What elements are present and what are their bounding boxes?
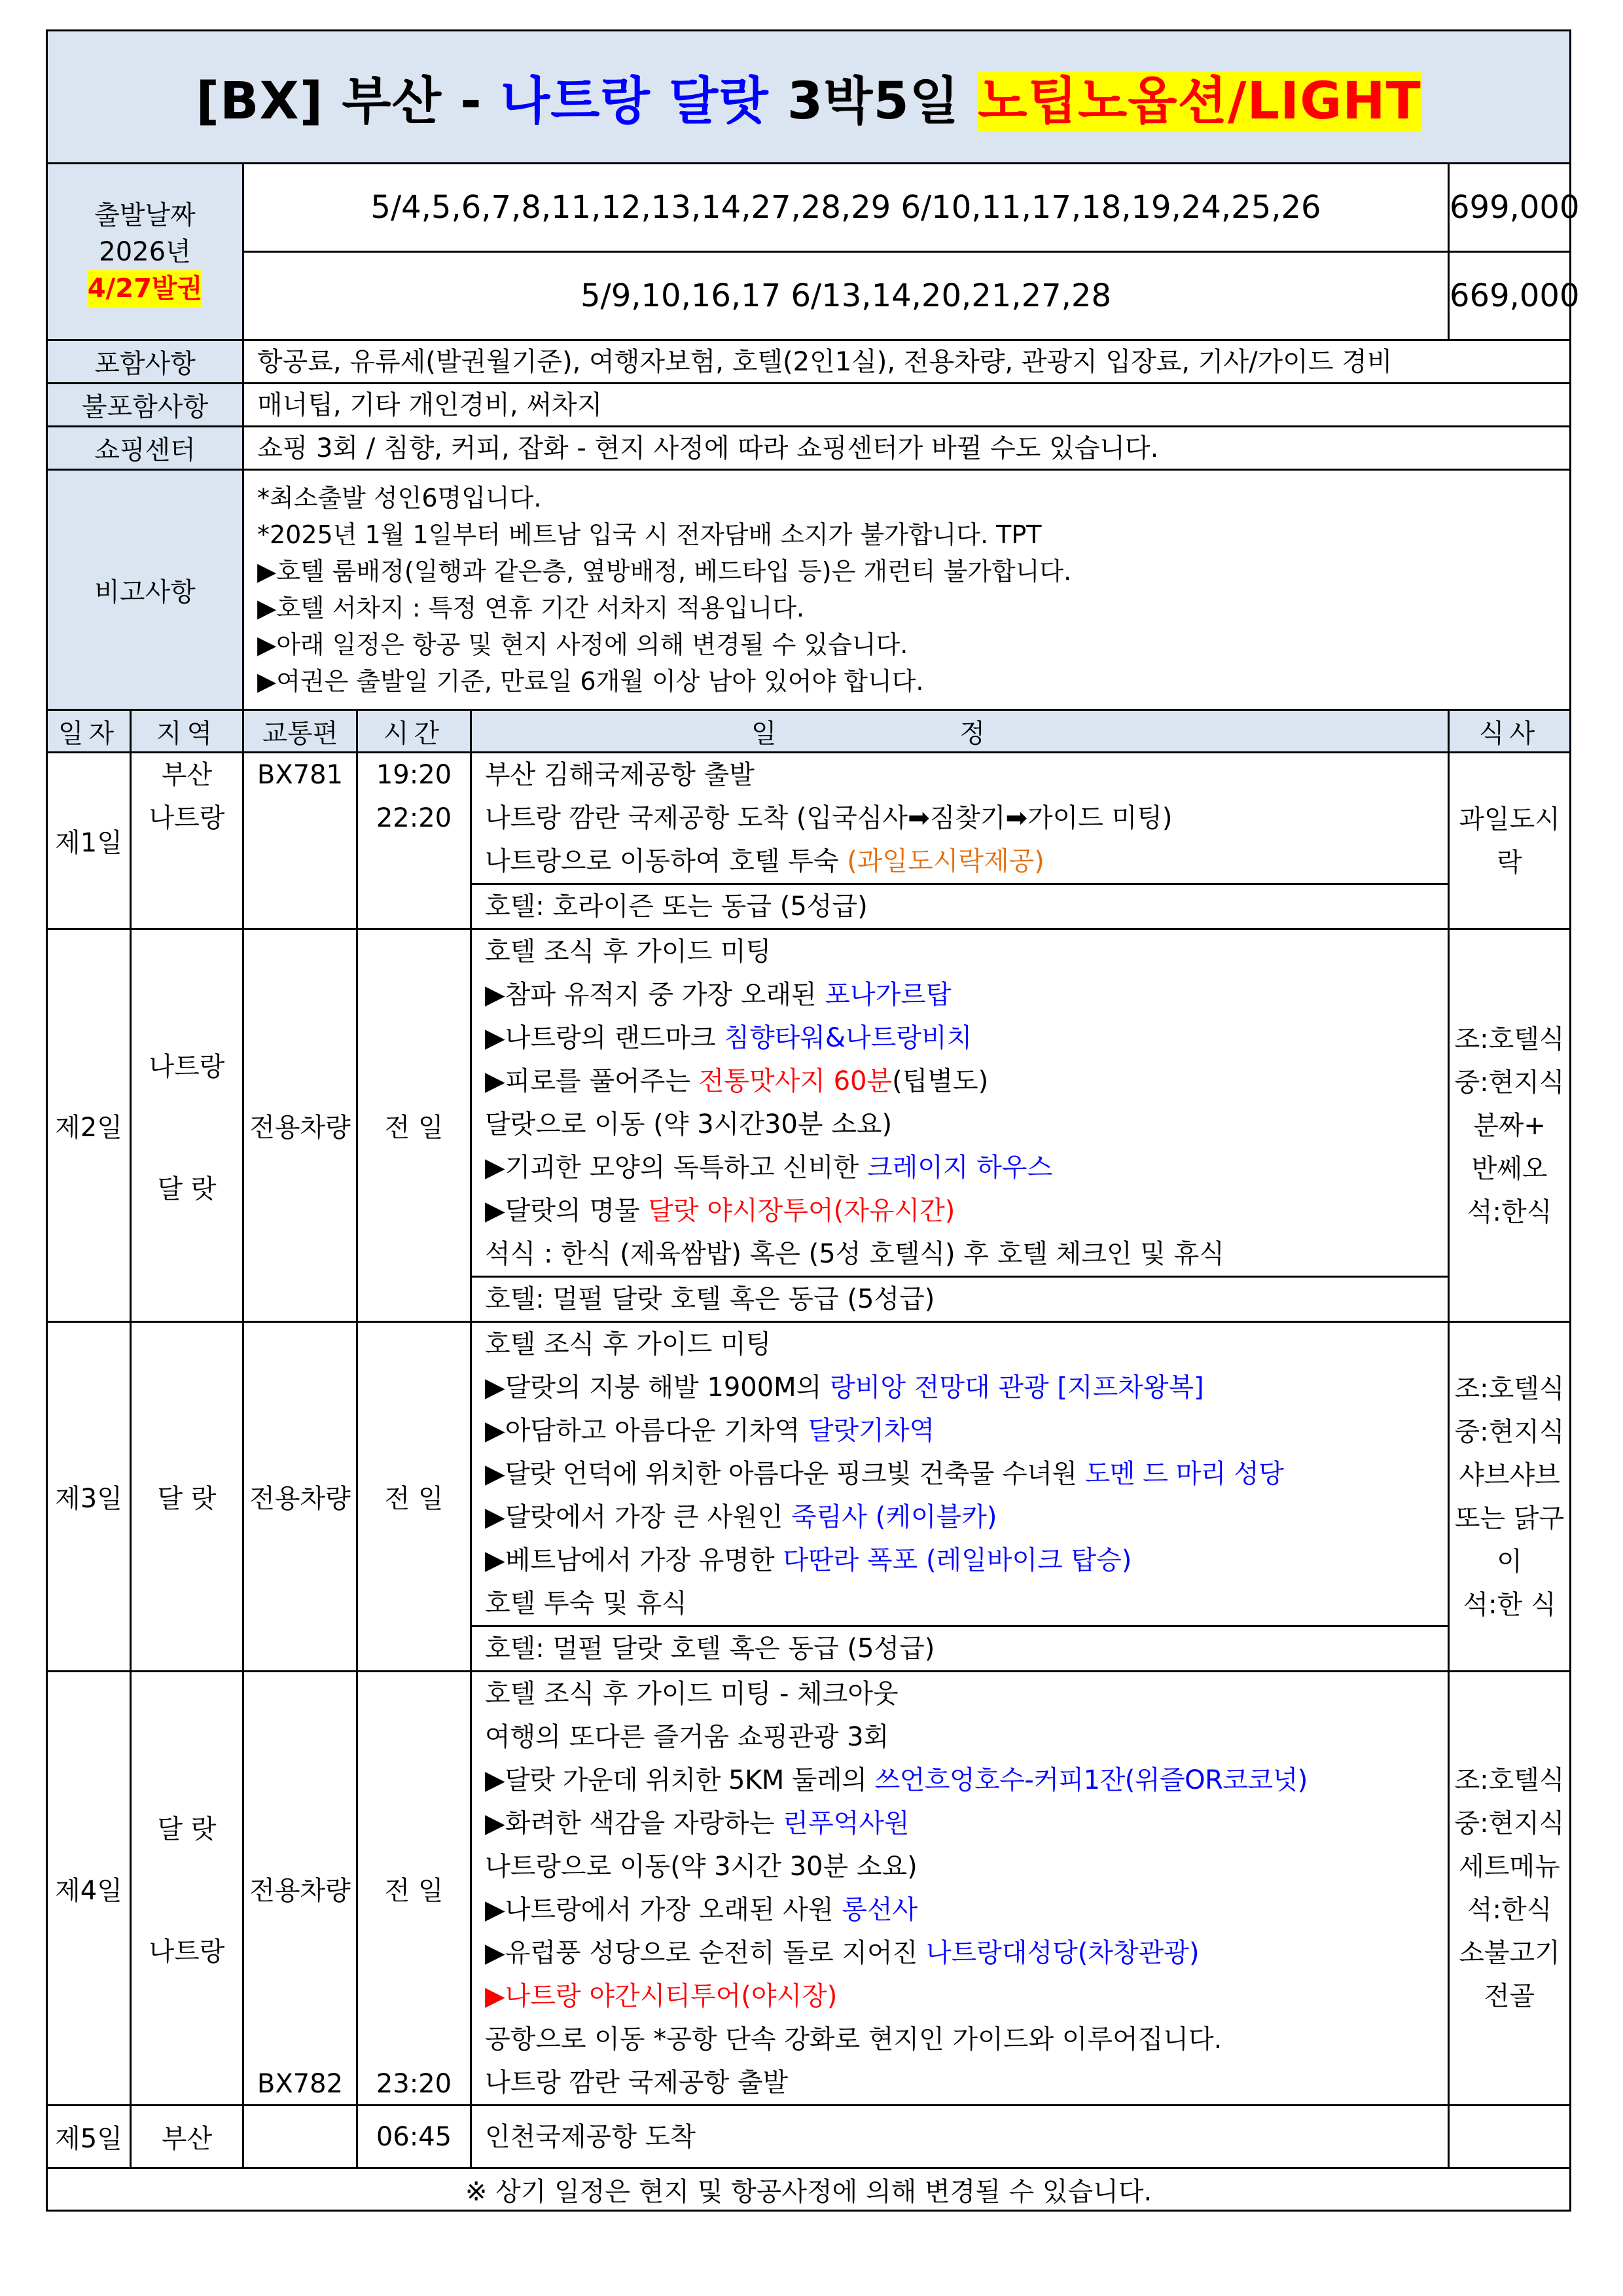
day1-region-1: 부산 <box>161 760 213 790</box>
schedule-line: ▶나트랑 야간시티투어(야시장) <box>485 1981 838 2011</box>
departure-year: 2026년 <box>99 236 191 267</box>
day3-region: 달 랏 <box>131 1322 243 1672</box>
schedule-line: 호텔 조식 후 가이드 미팅 <box>485 937 772 967</box>
price-1: 699,000 <box>1449 164 1571 252</box>
schedule-line: ▶베트남에서 가장 유명한 다딴라 폭포 (레일바이크 탑승) <box>485 1545 1132 1575</box>
day4-flight: BX782 <box>257 2069 344 2099</box>
schedule-line: ▶참파 유적지 중 가장 오래된 포나가르탑 <box>485 980 952 1010</box>
schedule-line: ▶화려한 색감을 자랑하는 린푸억사원 <box>485 1808 910 1839</box>
day4-row <box>47 1672 1571 2106</box>
schedule-line: ▶기괴한 모양의 독특하고 신비한 크레이지 하우스 <box>485 1153 1053 1183</box>
remark-line: ▶호텔 서차지 : 특정 연휴 기간 서차지 적용입니다. <box>257 594 805 622</box>
schedule-line: ▶달랏의 명물 달랏 야시장투어(자유시간) <box>485 1196 955 1226</box>
day5-row <box>47 2106 1571 2168</box>
day2-schedule <box>471 929 1449 1322</box>
day1-region-2: 나트랑 <box>149 803 225 833</box>
remarks-text <box>243 470 1571 710</box>
day2-region <box>131 929 243 1322</box>
day1-meal: 과일도시락 <box>1449 753 1571 929</box>
schedule-line: 여행의 또다른 즐거움 쇼핑관광 3회 <box>485 1722 889 1752</box>
included-label: 포함사항 <box>47 340 243 384</box>
remark-line: *최소출발 성인6명입니다. <box>257 484 542 512</box>
day3-label: 제3일 <box>47 1322 131 1672</box>
departure-label: 출발날짜 <box>94 200 196 230</box>
day1-label: 제1일 <box>47 753 131 929</box>
schedule-line: 호텔 투숙 및 휴식 <box>485 1588 687 1619</box>
day4-label: 제4일 <box>47 1672 131 2106</box>
shopping-text: 쇼핑 3회 / 침향, 커피, 잡화 - 현지 사정에 따라 쇼핑센터가 바뀔 수도 있습니다. <box>243 427 1571 470</box>
departure-dates-1: 5/4,5,6,7,8,11,12,13,14,27,28,29 6/10,11,17,18,19,24,25,26 <box>243 164 1449 252</box>
day1-time-2: 22:20 <box>376 803 452 833</box>
day4-transport: 전용차량 BX782 <box>243 1672 357 2106</box>
schedule-line: ▶달랏 언덕에 위치한 아름다운 핑크빛 건축물 수녀원 도멘 드 마리 성당 <box>485 1459 1284 1489</box>
day4-flight-time: 23:20 <box>376 2069 452 2099</box>
day4-region <box>131 1672 243 2106</box>
day2-transport: 전용차량 <box>243 929 357 1322</box>
day2-meal: 조:호텔식 중:현지식 분짜+ 반쎄오 석:한식 <box>1449 929 1571 1322</box>
departure-dates-2: 5/9,10,16,17 6/13,14,20,21,27,28 <box>243 252 1449 340</box>
schedule-line: ▶나트랑의 랜드마크 침향타워&나트랑비치 <box>485 1023 972 1053</box>
remark-line: ▶아래 일정은 항공 및 현지 사정에 의해 변경될 수 있습니다. <box>257 630 908 659</box>
day2-row <box>47 929 1571 1322</box>
remark-line: ▶여권은 출발일 기준, 만료일 6개월 이상 남아 있어야 합니다. <box>257 667 924 696</box>
day5-schedule: 인천국제공항 도착 <box>471 2106 1449 2168</box>
day2-region-2: 달 랏 <box>157 1174 217 1204</box>
header-time: 시간 <box>357 710 471 753</box>
day4-meal: 조:호텔식 중:현지식 세트메뉴 석:한식 소불고기 전골 <box>1449 1672 1571 2106</box>
footer-note: ※ 상기 일정은 현지 및 항공사정에 의해 변경될 수 있습니다. <box>47 2168 1571 2211</box>
day3-transport: 전용차량 <box>243 1322 357 1672</box>
day2-time: 전 일 <box>357 929 471 1322</box>
schedule-line: 호텔 조식 후 가이드 미팅 - 체크아웃 <box>485 1679 899 1709</box>
day1-row <box>47 753 1571 929</box>
title-destination: 나트랑 달랏 <box>500 72 769 131</box>
day1-hotel: 호텔: 호라이즌 또는 동급 (5성급) <box>472 883 1448 928</box>
title-badge: 노팁노옵션/LIGHT <box>978 72 1421 131</box>
itinerary-table <box>46 29 1580 2212</box>
schedule-line: ▶달랏의 지붕 해발 1900M의 랑비앙 전망대 관광 [지프차왕복] <box>485 1372 1204 1403</box>
remark-line: *2025년 1월 1일부터 베트남 입국 시 전자담배 소지가 불가합니다. TPT <box>257 520 1042 549</box>
schedule-line: ▶달랏에서 가장 큰 사원인 죽림사 (케이블카) <box>485 1502 997 1532</box>
day1-schedule <box>471 753 1449 929</box>
price-2: 669,000 <box>1449 252 1571 340</box>
day5-meal <box>1449 2106 1571 2168</box>
day1-time-1: 19:20 <box>376 760 452 790</box>
page-title <box>47 31 1571 164</box>
shopping-label: 쇼핑센터 <box>47 427 243 470</box>
day3-hotel: 호텔: 멀펄 달랏 호텔 혹은 동급 (5성급) <box>472 1625 1448 1670</box>
schedule-line: 호텔 조식 후 가이드 미팅 <box>485 1329 772 1359</box>
schedule-line: 나트랑 깜란 국제공항 도착 (입국심사➡짐찾기➡가이드 미팅) <box>485 803 1173 833</box>
day2-region-1: 나트랑 <box>149 1051 225 1082</box>
day3-meal: 조:호텔식 중:현지식 샤브샤브 또는 닭구이 석:한 식 <box>1449 1322 1571 1672</box>
schedule-line: 부산 김해국제공항 출발 <box>485 760 755 790</box>
day4-region-1: 달 랏 <box>157 1814 217 1844</box>
schedule-line: 공항으로 이동 *공항 단속 강화로 현지인 가이드와 이루어집니다. <box>485 2024 1222 2054</box>
excluded-text: 매너팁, 기타 개인경비, 써차지 <box>243 384 1571 427</box>
day4-region-2: 나트랑 <box>149 1937 225 1967</box>
day5-label: 제5일 <box>47 2106 131 2168</box>
header-schedule: 일정 <box>471 710 1449 753</box>
departure-label-cell <box>47 164 243 340</box>
day3-time: 전 일 <box>357 1322 471 1672</box>
schedule-line: ▶달랏 가운데 위치한 5KM 둘레의 쓰언흐엉호수-커피1잔(위즐OR코코넛) <box>485 1765 1308 1795</box>
schedule-line: 나트랑으로 이동하여 호텔 투숙 (과일도시락제공) <box>485 846 1044 876</box>
header-meal: 식사 <box>1449 710 1571 753</box>
day4-time: 전 일 23:20 <box>357 1672 471 2106</box>
day1-transport: BX781 <box>243 753 357 929</box>
remarks-label: 비고사항 <box>47 470 243 710</box>
schedule-line: 석식 : 한식 (제육쌈밥) 혹은 (5성 호텔식) 후 호텔 체크인 및 휴식 <box>485 1239 1224 1269</box>
schedule-line: 나트랑으로 이동(약 3시간 30분 소요) <box>485 1852 918 1882</box>
excluded-label: 불포함사항 <box>47 384 243 427</box>
schedule-line: 달랏으로 이동 (약 3시간30분 소요) <box>485 1109 893 1139</box>
schedule-line: ▶나트랑에서 가장 오래된 사원 롱선사 <box>485 1895 918 1925</box>
schedule-line: ▶피로를 풀어주는 전통맛사지 60분(팁별도) <box>485 1066 989 1096</box>
header-transport: 교통편 <box>243 710 357 753</box>
day3-row <box>47 1322 1571 1672</box>
included-text: 항공료, 유류세(발권월기준), 여행자보험, 호텔(2인1실), 전용차량, 관광지 입장료, 기사/가이드 경비 <box>243 340 1571 384</box>
schedule-line: ▶유럽풍 성당으로 순전히 돌로 지어진 나트랑대성당(차창관광) <box>485 1938 1200 1968</box>
day2-hotel: 호텔: 멀펄 달랏 호텔 혹은 동급 (5성급) <box>472 1276 1448 1321</box>
day2-label: 제2일 <box>47 929 131 1322</box>
title-prefix: [BX] 부산 - <box>196 72 501 131</box>
day3-schedule <box>471 1322 1449 1672</box>
issue-date: 4/27발권 <box>88 270 202 307</box>
day1-time <box>357 753 471 929</box>
day5-transport <box>243 2106 357 2168</box>
header-day: 일자 <box>47 710 131 753</box>
title-duration: 3박5일 <box>768 72 978 131</box>
schedule-line: 나트랑 깜란 국제공항 출발 <box>485 2068 789 2098</box>
schedule-line: ▶아담하고 아름다운 기차역 달랏기차역 <box>485 1416 935 1446</box>
day4-schedule <box>471 1672 1449 2106</box>
day1-region <box>131 753 243 929</box>
header-region: 지역 <box>131 710 243 753</box>
remark-line: ▶호텔 룸배정(일행과 같은층, 옆방배정, 베드타입 등)은 개런티 불가합니다. <box>257 557 1072 586</box>
day5-time: 06:45 <box>357 2106 471 2168</box>
day5-region: 부산 <box>131 2106 243 2168</box>
